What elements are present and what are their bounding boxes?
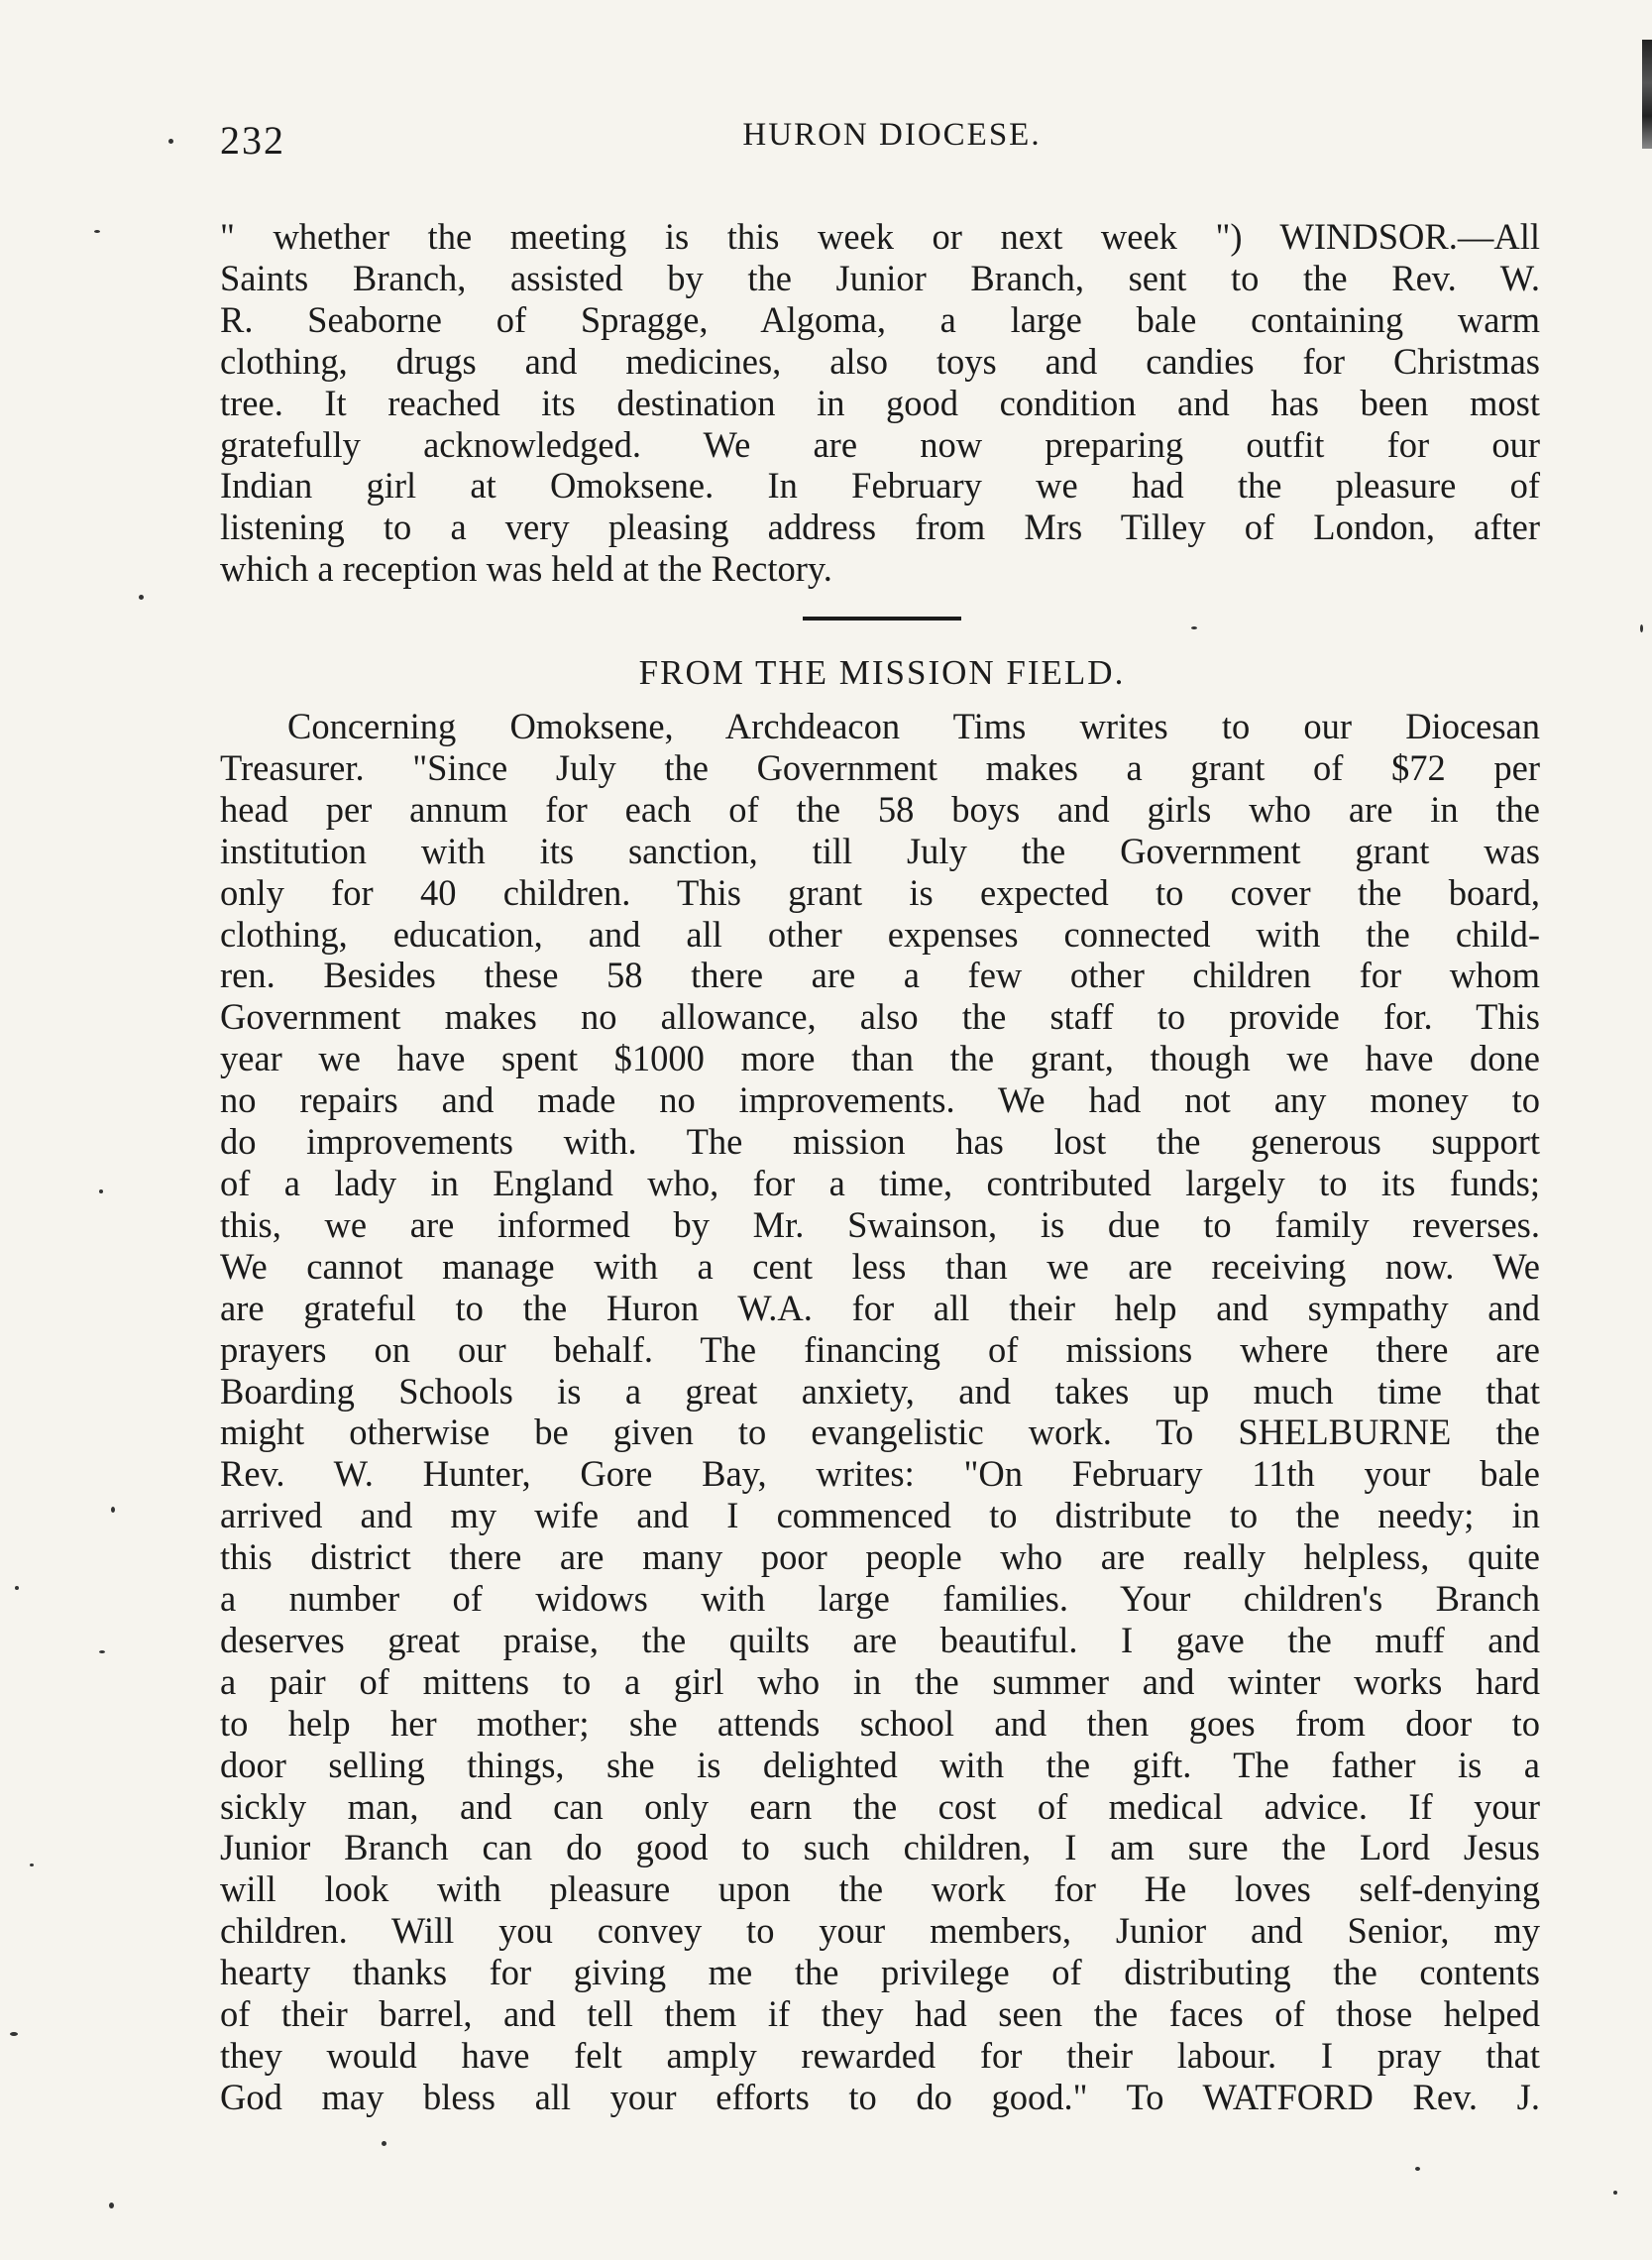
scan-speck (10, 2032, 18, 2036)
page-edge-mark (1642, 40, 1652, 149)
text-line: might otherwise be given to evangelistic work. To SHELBURNE the (220, 1412, 1540, 1453)
text-line: sickly man, and can only earn the cost of medical advice. If your (220, 1785, 1540, 1827)
text-line: children. Will you convey to your members, Junior and Senior, my (220, 1910, 1540, 1952)
text-line: are grateful to the Huron W.A. for all their help and sympathy and (220, 1287, 1540, 1328)
text-line: Government makes no allowance, also the staff to provide for. This (220, 996, 1540, 1038)
text-line: deserves great praise, the quilts are beautiful. I gave the muff and (220, 1619, 1540, 1660)
text-line: no repairs and made no improvements. We had not any money to (220, 1079, 1540, 1121)
section-heading: FROM THE MISSION FIELD. (638, 653, 1126, 692)
text-line: Saints Branch, assisted by the Junior Branch, sent to the Rev. W. (220, 257, 1540, 298)
text-line: " whether the meeting is this week or next week ") WINDSOR.—All (220, 216, 1540, 257)
text-line: God may bless all your efforts to do good." To WATFORD Rev. J. (220, 2076, 1540, 2117)
text-line: a pair of mittens to a girl who in the summer and winter works hard (220, 1660, 1540, 1702)
text-line: We cannot manage with a cent less than we are receiving now. We (220, 1245, 1540, 1287)
scan-speck (1191, 626, 1197, 629)
text-line: head per annum for each of the 58 boys and girls who are in the (220, 788, 1540, 830)
text-line: they would have felt amply rewarded for their labour. I pray that (220, 2035, 1540, 2076)
paragraph-mission-field (220, 706, 1540, 2118)
text-line: gratefully acknowledged. We are now preparing outfit for our (220, 423, 1540, 465)
text-line: listening to a very pleasing address from Mrs Tilley of London, after (220, 507, 1540, 548)
text-line: will look with pleasure upon the work for He loves self-denying (220, 1868, 1540, 1910)
scan-speck (15, 1586, 19, 1590)
text-line: clothing, education, and all other expenses connected with the child- (220, 913, 1540, 955)
paragraph-windsor (220, 216, 1540, 590)
text-line: R. Seaborne of Spragge, Algoma, a large bale containing warm (220, 298, 1540, 340)
scan-speck (1415, 2167, 1420, 2171)
scan-speck (94, 230, 100, 233)
section-divider (803, 617, 961, 621)
text-line: Concerning Omoksene, Archdeacon Tims writes to our Diocesan (287, 706, 1540, 746)
scan-speck (1613, 2191, 1617, 2195)
text-line: clothing, drugs and medicines, also toys and candies for Christmas (220, 340, 1540, 382)
scan-speck (382, 2141, 386, 2146)
text-line: a number of widows with large families. Your children's Branch (220, 1578, 1540, 1620)
text-line: hearty thanks for giving me the privilege of distributing the contents (220, 1952, 1540, 1993)
scan-speck (111, 1507, 115, 1513)
text-line: tree. It reached its destination in good condition and has been most (220, 382, 1540, 423)
scan-speck (139, 595, 144, 600)
text-line: institution with its sanction, till July the Government grant was (220, 830, 1540, 871)
text-line: only for 40 children. This grant is expected to cover the board, (220, 871, 1540, 913)
text-line: Treasurer. "Since July the Government makes a grant of $72 per (220, 746, 1540, 788)
text-line: of a lady in England who, for a time, contributed largely to its funds; (220, 1162, 1540, 1203)
text-line: of their barrel, and tell them if they had seen the faces of those helped (220, 1993, 1540, 2035)
text-line: ren. Besides these 58 there are a few other children for whom (220, 955, 1540, 996)
text-line: do improvements with. The mission has lost the generous support (220, 1121, 1540, 1163)
text-line: Rev. W. Hunter, Gore Bay, writes: "On February 11th your bale (220, 1453, 1540, 1495)
text-line: Indian girl at Omoksene. In February we had the pleasure of (220, 465, 1540, 507)
text-line: which a reception was held at the Rectory. (220, 548, 832, 590)
text-line: arrived and my wife and I commenced to distribute to the needy; in (220, 1495, 1540, 1536)
running-head (220, 117, 1544, 176)
scan-speck (1640, 624, 1643, 632)
text-line: Junior Branch can do good to such children, I am sure the Lord Jesus (220, 1827, 1540, 1868)
text-line: to help her mother; she attends school and then goes from door to (220, 1702, 1540, 1744)
scan-speck (30, 1864, 34, 1866)
scan-speck (99, 1189, 103, 1193)
scan-speck (168, 139, 173, 144)
text-line: this district there are many poor people who are really helpless, quite (220, 1536, 1540, 1578)
text-line: Boarding Schools is a great anxiety, and takes up much time that (220, 1370, 1540, 1412)
page-number: 232 (220, 118, 285, 163)
text-line: door selling things, she is delighted with the gift. The father is a (220, 1744, 1540, 1785)
text-line: this, we are informed by Mr. Swainson, is due to family reverses. (220, 1203, 1540, 1245)
text-line: prayers on our behalf. The financing of missions where there are (220, 1328, 1540, 1370)
text-line: year we have spent $1000 more than the grant, though we have done (220, 1038, 1540, 1079)
running-title: HURON DIOCESE. (742, 117, 1042, 153)
scan-speck (109, 2203, 114, 2208)
scan-speck (99, 1650, 105, 1653)
